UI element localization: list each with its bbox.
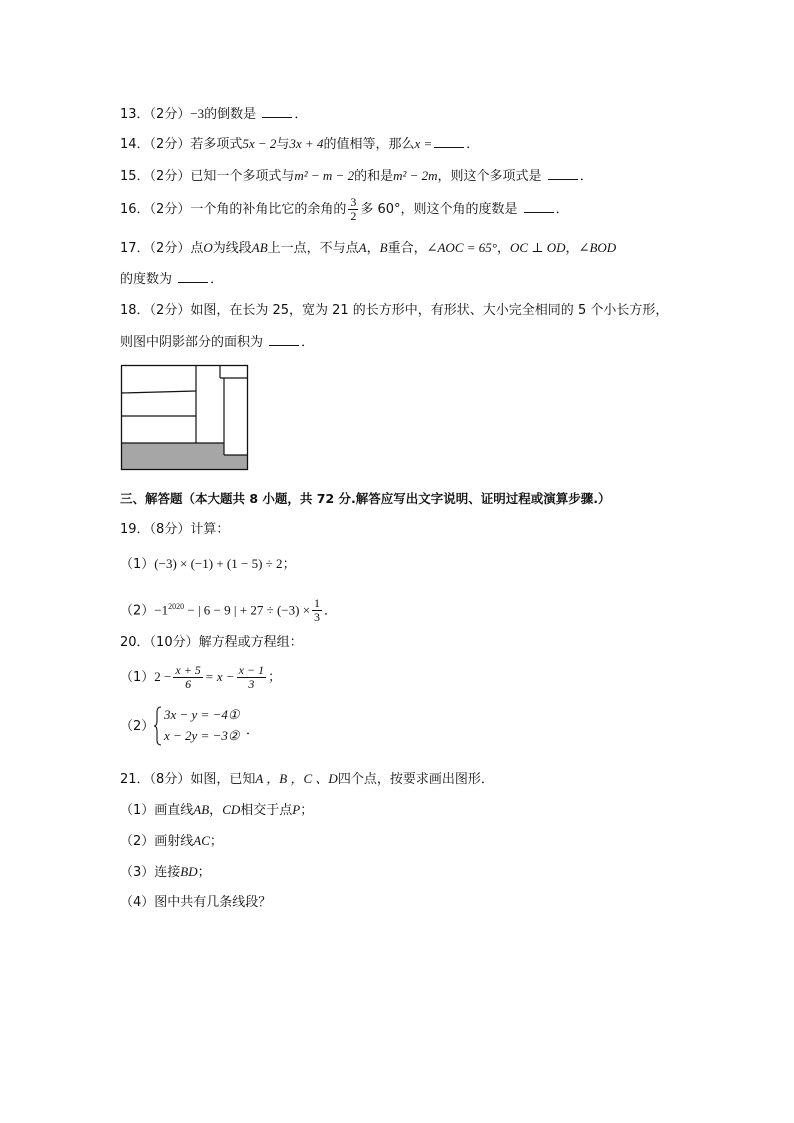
q21-point-p: P xyxy=(292,802,301,817)
q21-step-1-text-c: 相交于点 xyxy=(240,803,293,818)
q17-segment-ab: AB xyxy=(251,240,268,255)
q14-expr-3: x = xyxy=(414,136,433,151)
q19-part-1-end: ； xyxy=(282,557,296,572)
q21-line-ab: AB xyxy=(193,802,210,817)
question-15 xyxy=(120,167,593,186)
q17-perpendicular: OC ⊥ OD xyxy=(509,240,566,255)
q20-part-2-label-line xyxy=(120,718,154,736)
q13-blank xyxy=(262,105,292,118)
q14-number: 14． xyxy=(120,137,150,152)
q21-step-4: （4）图中共有几条线段？ xyxy=(120,895,272,910)
q20-part-1-end: ； xyxy=(268,670,282,685)
q19-part-2 xyxy=(120,592,337,626)
q21-step-1 xyxy=(120,801,313,820)
q17-number: 17． xyxy=(120,241,150,256)
q13-number: 13． xyxy=(120,107,150,122)
small-rect-divider-1 xyxy=(122,391,197,393)
question-17-line-1 xyxy=(120,239,616,258)
q21-step-3-end: ； xyxy=(197,865,211,880)
q20-fraction-2 xyxy=(237,664,266,691)
q14-text-a: 若多项式 xyxy=(190,137,243,152)
q17-end: ． xyxy=(210,272,224,287)
q21-step-1-comma: ， xyxy=(209,803,223,818)
question-14 xyxy=(120,135,479,154)
q16-end: ． xyxy=(555,202,569,217)
q19-fraction-denominator: 3 xyxy=(314,610,321,625)
q21-step-2-text: （2）画射线 xyxy=(120,834,194,849)
question-16 xyxy=(120,195,569,225)
q13-value: −3 xyxy=(190,106,205,121)
q21-segment-bd: BD xyxy=(180,864,198,879)
question-13 xyxy=(120,105,307,124)
q20-score: （10分） xyxy=(149,635,199,650)
q20-fraction-1-denominator: 6 xyxy=(185,677,192,691)
q15-score: （2分） xyxy=(149,169,191,184)
q18-rectangle-figure xyxy=(120,364,250,472)
q21-step-3 xyxy=(120,863,211,882)
q17-text-d: ， xyxy=(366,241,380,256)
q17-score: （2分） xyxy=(149,241,191,256)
q14-end: ． xyxy=(466,137,480,152)
question-21 xyxy=(120,770,494,789)
q16-fraction-numerator: 3 xyxy=(350,195,357,209)
q20-part-2-end: ． xyxy=(246,723,260,738)
q19-fraction-numerator: 1 xyxy=(314,596,321,611)
q17-point-b: B xyxy=(379,240,388,255)
section-3-heading: 三、解答题（本大题共 8 小题，共 72 分.解答应写出文字说明、证明过程或演算步骤.） xyxy=(120,491,611,506)
q21-points: A ，B ，C 、D xyxy=(255,771,338,786)
q20-part-1-expr-b: = x − xyxy=(204,669,235,684)
q14-text-b: 与 xyxy=(276,137,290,152)
q14-text-c: 的值相等，那么 xyxy=(323,137,415,152)
q13-end: ． xyxy=(294,107,308,122)
q15-text-c: ，则这个多项式是 xyxy=(437,169,542,184)
q19-score: （8分） xyxy=(149,522,191,537)
q16-score: （2分） xyxy=(149,202,191,217)
q16-blank xyxy=(524,200,554,213)
q13-score: （2分） xyxy=(149,107,191,122)
q21-number: 21． xyxy=(120,772,150,787)
shaded-region xyxy=(122,443,248,470)
q15-number: 15． xyxy=(120,169,150,184)
q20-part-1-expr-a: 2 − xyxy=(154,669,172,684)
q21-score: （8分） xyxy=(149,772,191,787)
q20-number: 20． xyxy=(120,635,150,650)
q19-number: 19． xyxy=(120,522,150,537)
q18-blank xyxy=(269,333,299,346)
q17-text-a: 点 xyxy=(190,241,204,256)
q16-number: 16． xyxy=(120,202,150,217)
q17-point-a: A xyxy=(358,240,367,255)
q21-line-cd: CD xyxy=(222,802,241,817)
q20-fraction-2-numerator: x − 1 xyxy=(238,663,265,677)
q20-fraction-1 xyxy=(173,664,202,691)
q15-blank xyxy=(548,167,578,180)
q14-expr-2: 3x + 4 xyxy=(289,136,324,151)
q13-text: 的倒数是 xyxy=(204,107,257,122)
q19-part-2-fraction xyxy=(312,597,322,624)
q21-step-2-end: ； xyxy=(209,834,223,849)
q16-text-b: 多 60°，则这个角的度数是 xyxy=(360,202,518,217)
q15-text-a: 已知一个多项式与 xyxy=(190,169,295,184)
q14-expr-1: 5x − 2 xyxy=(242,136,277,151)
q19-part-1 xyxy=(120,555,296,574)
q15-end: ． xyxy=(579,169,593,184)
q15-text-b: 的和是 xyxy=(354,169,394,184)
q14-score: （2分） xyxy=(149,137,191,152)
q16-fraction-denominator: 2 xyxy=(350,209,357,223)
question-19 xyxy=(120,521,229,539)
q19-part-2-end: ． xyxy=(324,603,338,619)
question-18-line-2 xyxy=(120,333,314,352)
q19-part-2-exponent: 2020 xyxy=(168,602,185,611)
q18-score: （2分） xyxy=(149,303,191,318)
q18-line-1-text: 如图，在长为 25，宽为 21 的长方形中，有形状、大小完全相同的 5 个小长方形， xyxy=(190,303,669,318)
q19-part-1-label: （1） xyxy=(120,557,155,572)
q20-title: 解方程或方程组： xyxy=(198,635,303,650)
q17-text-g: ， xyxy=(565,241,579,256)
q16-text-a: 一个角的补角比它的余角的 xyxy=(190,202,347,217)
q17-text-e: 重合， xyxy=(387,241,427,256)
q20-equation-2: x − 2y = −3② xyxy=(164,728,240,743)
q18-number: 18． xyxy=(120,303,150,318)
q21-step-1-text: （1）画直线 xyxy=(120,803,194,818)
question-17-line-2 xyxy=(120,270,223,289)
q18-line-2-text: 则图中阴影部分的面积为 xyxy=(120,335,264,350)
q17-text-c: 上一点，不与点 xyxy=(267,241,359,256)
q20-fraction-2-denominator: 3 xyxy=(248,677,255,691)
q19-part-2-label: （2） xyxy=(120,603,155,619)
q18-end: ． xyxy=(301,335,315,350)
q14-blank xyxy=(434,135,464,148)
q20-part-1 xyxy=(120,660,281,695)
q20-equation-1: 3x − y = −4① xyxy=(164,707,240,722)
q19-title: 计算： xyxy=(190,522,230,537)
q17-text-b: 为线段 xyxy=(212,241,252,256)
q17-line-2-text: 的度数为 xyxy=(120,272,173,287)
q21-step-3-text: （3）连接 xyxy=(120,865,181,880)
q21-step-1-end: ； xyxy=(300,803,314,818)
q21-text-a: 如图，已知 xyxy=(190,772,256,787)
q17-point-o: O xyxy=(203,240,213,255)
question-18-line-1 xyxy=(120,302,668,320)
q15-expr-2: m² − 2m xyxy=(393,168,438,183)
q16-fraction xyxy=(348,196,358,223)
q17-blank xyxy=(178,270,208,283)
q19-part-2-expr-a: −1 xyxy=(154,602,169,618)
q17-angle-aoc: ∠AOC = 65° xyxy=(426,240,497,255)
q20-brace xyxy=(153,706,163,746)
q19-part-2-expr-b: − | 6 − 9 | + 27 ÷ (−3) × xyxy=(184,602,311,618)
q17-text-f: ， xyxy=(496,241,510,256)
q21-step-2 xyxy=(120,832,223,851)
q19-part-1-expr: (−3) × (−1) + (1 − 5) ÷ 2 xyxy=(154,556,283,571)
q17-angle-bod: ∠BOD xyxy=(578,240,617,255)
q15-expr-1: m² − m − 2 xyxy=(294,168,355,183)
q20-part-2-label: （2） xyxy=(120,719,155,734)
question-20 xyxy=(120,634,303,652)
q20-part-1-label: （1） xyxy=(120,670,155,685)
q20-fraction-1-numerator: x + 5 xyxy=(175,663,201,677)
q21-ray-ac: AC xyxy=(193,833,210,848)
q21-text-b: 四个点，按要求画出图形． xyxy=(337,772,494,787)
